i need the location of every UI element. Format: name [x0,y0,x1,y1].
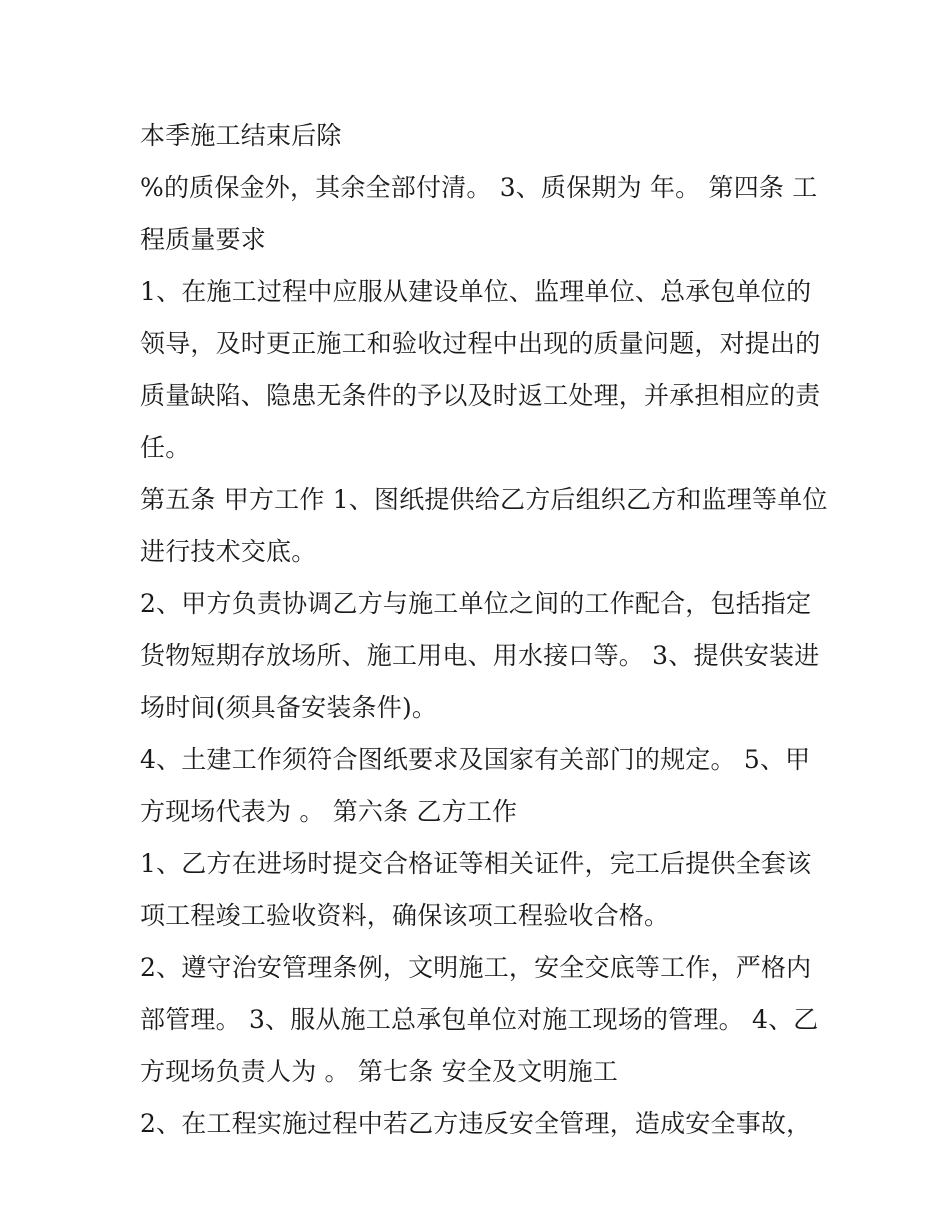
text-line: 项工程竣工验收资料，确保该项工程验收合格。 [140,901,670,930]
text-line: 1、在施工过程中应服从建设单位、监理单位、总承包单位的 [140,277,812,306]
text-line: 部管理。 3、服从施工总承包单位对施工现场的管理。 4、乙 [140,1005,819,1034]
text-line: 货物短期存放场所、施工用电、用水接口等。 3、提供安装进 [140,641,820,670]
document-body [140,110,828,1150]
text-line: 第五条 甲方工作 1、图纸提供给乙方后组织乙方和监理等单位 [140,485,828,514]
text-line: 方现场负责人为 。 第七条 安全及文明施工 [140,1057,619,1086]
text-line: 2、在工程实施过程中若乙方违反安全管理，造成安全事故， [140,1109,812,1138]
text-line: 程质量要求 [140,225,267,254]
text-line: 领导，及时更正施工和验收过程中出现的质量问题，对提出的 [140,329,821,358]
text-line: 任。 [140,433,191,462]
text-line: 方现场代表为 。 第六条 乙方工作 [140,797,518,826]
text-line: 本季施工结束后除 [140,121,342,150]
text-line: 4、土建工作须符合图纸要求及国家有关部门的规定。 5、甲 [140,745,811,774]
text-line: 2、遵守治安管理条例，文明施工，安全交底等工作，严格内 [140,953,812,982]
text-line: 质量缺陷、隐患无条件的予以及时返工处理，并承担相应的责 [140,381,821,410]
text-line: 进行技术交底。 [140,537,317,566]
text-line: 场时间(须具备安装条件)。 [140,693,438,722]
text-line: 2、甲方负责协调乙方与施工单位之间的工作配合，包括指定 [140,589,812,618]
text-line: %的质保金外，其余全部付清。 3、质保期为 年。 第四条 工 [140,173,818,202]
text-line: 1、乙方在进场时提交合格证等相关证件，完工后提供全套该 [140,849,812,878]
